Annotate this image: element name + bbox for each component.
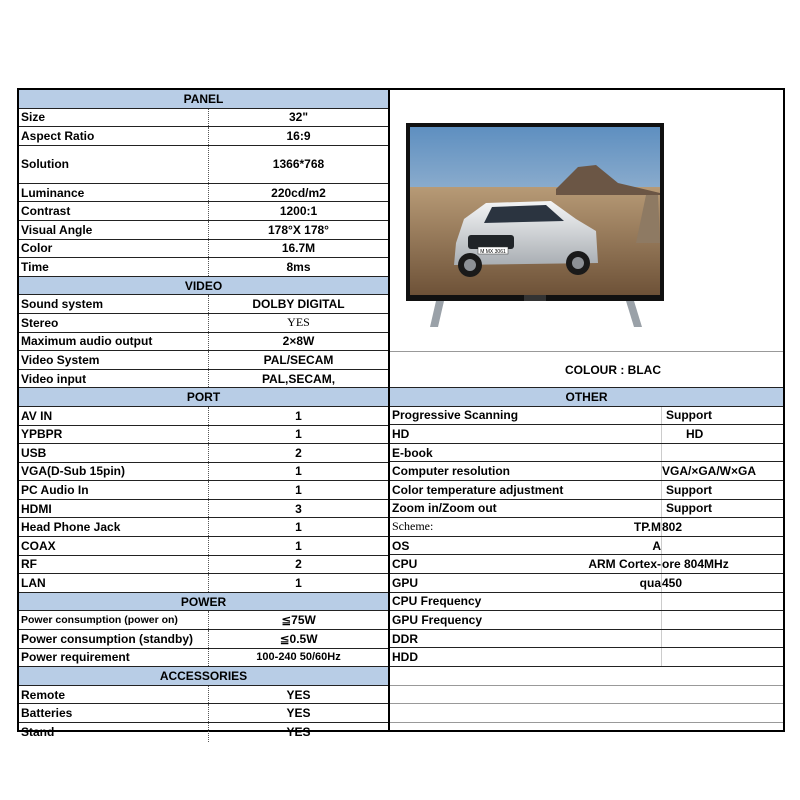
spec-key: AV IN xyxy=(19,407,209,425)
spec-key: Solution xyxy=(19,146,209,183)
panel-header: PANEL xyxy=(19,90,388,109)
spec-key: RF xyxy=(19,556,209,574)
spec-key: Luminance xyxy=(19,184,209,202)
table-row xyxy=(19,556,388,575)
video-header: VIDEO xyxy=(19,277,388,296)
table-row xyxy=(390,574,783,593)
spec-value xyxy=(661,630,783,648)
spec-key: HD xyxy=(392,426,410,441)
spec-key: Power requirement xyxy=(19,649,209,667)
spec-key: LAN xyxy=(19,574,209,592)
spec-key: Batteries xyxy=(19,704,209,722)
table-row xyxy=(390,630,783,649)
spec-value: 2 xyxy=(295,557,302,572)
table-row xyxy=(390,462,783,481)
spec-mid xyxy=(585,481,661,499)
spec-value: 16.7M xyxy=(281,241,316,256)
colour-row xyxy=(390,351,783,388)
table-row xyxy=(19,444,388,463)
spec-mid xyxy=(585,630,661,648)
spec-value: 1 xyxy=(295,520,302,535)
colour-label: COLOUR : BLAC xyxy=(565,362,661,377)
spec-key: Scheme: xyxy=(392,519,434,534)
spec-value: 1 xyxy=(295,408,302,423)
spec-value: 2 xyxy=(295,445,302,460)
table-row xyxy=(19,481,388,500)
spec-key: Power consumption (power on) xyxy=(19,611,209,629)
spec-value xyxy=(661,593,783,611)
table-row xyxy=(19,333,388,352)
spec-value: 8ms xyxy=(286,259,311,274)
spec-value: 802 xyxy=(661,518,783,536)
spec-value xyxy=(661,444,783,462)
table-row xyxy=(19,704,388,723)
spec-value: 450 xyxy=(661,574,783,592)
spec-value: ≦75W xyxy=(281,613,316,628)
spec-mid xyxy=(585,611,661,629)
spec-value: Support xyxy=(661,500,783,518)
table-row xyxy=(19,146,388,184)
spec-value: VGA/×GA/W×GA xyxy=(661,462,783,480)
right-spec-column xyxy=(390,90,783,730)
table-row xyxy=(390,537,783,556)
spec-value: ore 804MHz xyxy=(661,555,783,573)
spec-value: ≦0.5W xyxy=(279,631,318,646)
spec-key: Color temperature adjustment xyxy=(392,482,564,497)
spec-mid xyxy=(585,500,661,518)
spec-value: 1 xyxy=(295,576,302,591)
table-row xyxy=(19,500,388,519)
table-row xyxy=(19,518,388,537)
spec-mid: A xyxy=(652,538,661,553)
table-row xyxy=(19,127,388,146)
spec-value: 2×8W xyxy=(282,334,315,349)
spec-value xyxy=(661,537,783,555)
spec-value: 16:9 xyxy=(286,128,311,143)
spec-key: OS xyxy=(392,538,410,553)
spec-key: Video System xyxy=(19,351,209,369)
spec-value: 1366*768 xyxy=(272,157,325,172)
table-row xyxy=(19,611,388,630)
spec-key: Visual Angle xyxy=(19,221,209,239)
table-row xyxy=(390,500,783,519)
spec-value: HD xyxy=(661,425,783,443)
spec-value: 100-240 50/60Hz xyxy=(256,651,341,664)
spec-value xyxy=(661,611,783,629)
spec-key: DDR xyxy=(392,631,418,646)
spec-key: VGA(D-Sub 15pin) xyxy=(19,463,209,481)
spec-value: 3 xyxy=(295,501,302,516)
spec-key: Sound system xyxy=(19,295,209,313)
table-row xyxy=(390,593,783,612)
spec-value: YES xyxy=(286,687,311,702)
table-row xyxy=(19,351,388,370)
spec-value: 1 xyxy=(295,483,302,498)
spec-mid: TP.M xyxy=(633,519,661,534)
spec-key: Head Phone Jack xyxy=(19,518,209,536)
spec-value: YES xyxy=(286,706,311,721)
table-row xyxy=(19,240,388,259)
table-row xyxy=(19,537,388,556)
table-row xyxy=(390,648,783,667)
table-row xyxy=(19,407,388,426)
spec-value: 178°X 178° xyxy=(268,222,329,237)
spec-value: 1 xyxy=(295,464,302,479)
spec-value: PAL,SECAM, xyxy=(261,371,336,386)
spec-value: 1 xyxy=(295,538,302,553)
table-row xyxy=(19,202,388,221)
table-row xyxy=(19,258,388,277)
spec-value: 220cd/m2 xyxy=(271,185,326,200)
spec-key: E-book xyxy=(392,445,433,460)
spec-key: USB xyxy=(19,444,209,462)
table-row xyxy=(19,370,388,389)
left-spec-column xyxy=(19,90,390,740)
blank-row xyxy=(390,704,783,723)
license-plate-text: M MX 3061 xyxy=(480,249,506,255)
spec-key: Computer resolution xyxy=(392,464,511,479)
spec-mid xyxy=(585,444,661,462)
spec-key: Size xyxy=(19,109,209,127)
spec-value: 32" xyxy=(288,110,309,125)
spec-key: GPU xyxy=(392,575,419,590)
spec-key: YPBPR xyxy=(19,426,209,444)
table-row xyxy=(390,555,783,574)
spec-key: Maximum audio output xyxy=(19,333,209,351)
spec-key: GPU Frequency xyxy=(392,612,483,627)
product-image-area xyxy=(390,90,783,351)
spec-key: Aspect Ratio xyxy=(19,127,209,145)
tv-product-image xyxy=(406,123,664,328)
spec-mid xyxy=(585,425,661,443)
blank-row xyxy=(390,667,783,686)
spec-value: DOLBY DIGITAL xyxy=(252,297,345,312)
table-row xyxy=(390,518,783,537)
table-row xyxy=(19,463,388,482)
spec-key: Video input xyxy=(19,370,209,388)
spec-key: COAX xyxy=(19,537,209,555)
spec-value: 1 xyxy=(295,427,302,442)
spec-sheet xyxy=(17,88,785,740)
spec-mid xyxy=(585,593,661,611)
accessories-header: ACCESSORIES xyxy=(19,667,388,686)
table-row xyxy=(19,295,388,314)
spec-key: Contrast xyxy=(19,202,209,220)
spec-key: Zoom in/Zoom out xyxy=(392,501,497,516)
table-row xyxy=(19,649,388,668)
table-row xyxy=(390,444,783,463)
spec-value: 1200:1 xyxy=(279,204,318,219)
spec-key: Progressive Scanning xyxy=(392,408,519,423)
power-header: POWER xyxy=(19,593,388,612)
blank-row xyxy=(390,723,783,742)
spec-key: CPU Frequency xyxy=(392,594,482,609)
spec-mid: ARM Cortex- xyxy=(588,557,661,572)
spec-value: YES xyxy=(286,725,311,740)
other-header: OTHER xyxy=(390,388,783,407)
spec-value xyxy=(661,648,783,666)
table-row xyxy=(390,611,783,630)
spec-value: Support xyxy=(661,481,783,499)
table-row xyxy=(19,723,388,742)
spec-key: HDD xyxy=(392,650,418,665)
table-row xyxy=(19,686,388,705)
spec-key: CPU xyxy=(392,557,418,572)
spec-key: Power consumption (standby) xyxy=(19,630,209,648)
spec-mid xyxy=(585,462,661,480)
spec-mid: qua xyxy=(639,575,661,590)
port-header: PORT xyxy=(19,388,388,407)
table-row xyxy=(19,109,388,128)
table-row xyxy=(390,481,783,500)
table-row xyxy=(390,407,783,426)
spec-key: Remote xyxy=(19,686,209,704)
table-row xyxy=(19,314,388,333)
table-row xyxy=(390,425,783,444)
spec-key: PC Audio In xyxy=(19,481,209,499)
spec-key: Stand xyxy=(19,723,209,742)
spec-key: Color xyxy=(19,240,209,258)
spec-key: Stereo xyxy=(19,314,209,332)
spec-mid xyxy=(585,648,661,666)
table-row xyxy=(19,574,388,593)
spec-mid xyxy=(585,407,661,425)
table-row xyxy=(19,221,388,240)
spec-value: PAL/SECAM xyxy=(263,352,334,367)
table-row xyxy=(19,630,388,649)
blank-row xyxy=(390,686,783,705)
table-row xyxy=(19,426,388,445)
table-row xyxy=(19,184,388,203)
spec-value: Support xyxy=(661,407,783,425)
spec-key: Time xyxy=(19,258,209,276)
spec-key: HDMI xyxy=(19,500,209,518)
spec-value: YES xyxy=(287,315,310,330)
